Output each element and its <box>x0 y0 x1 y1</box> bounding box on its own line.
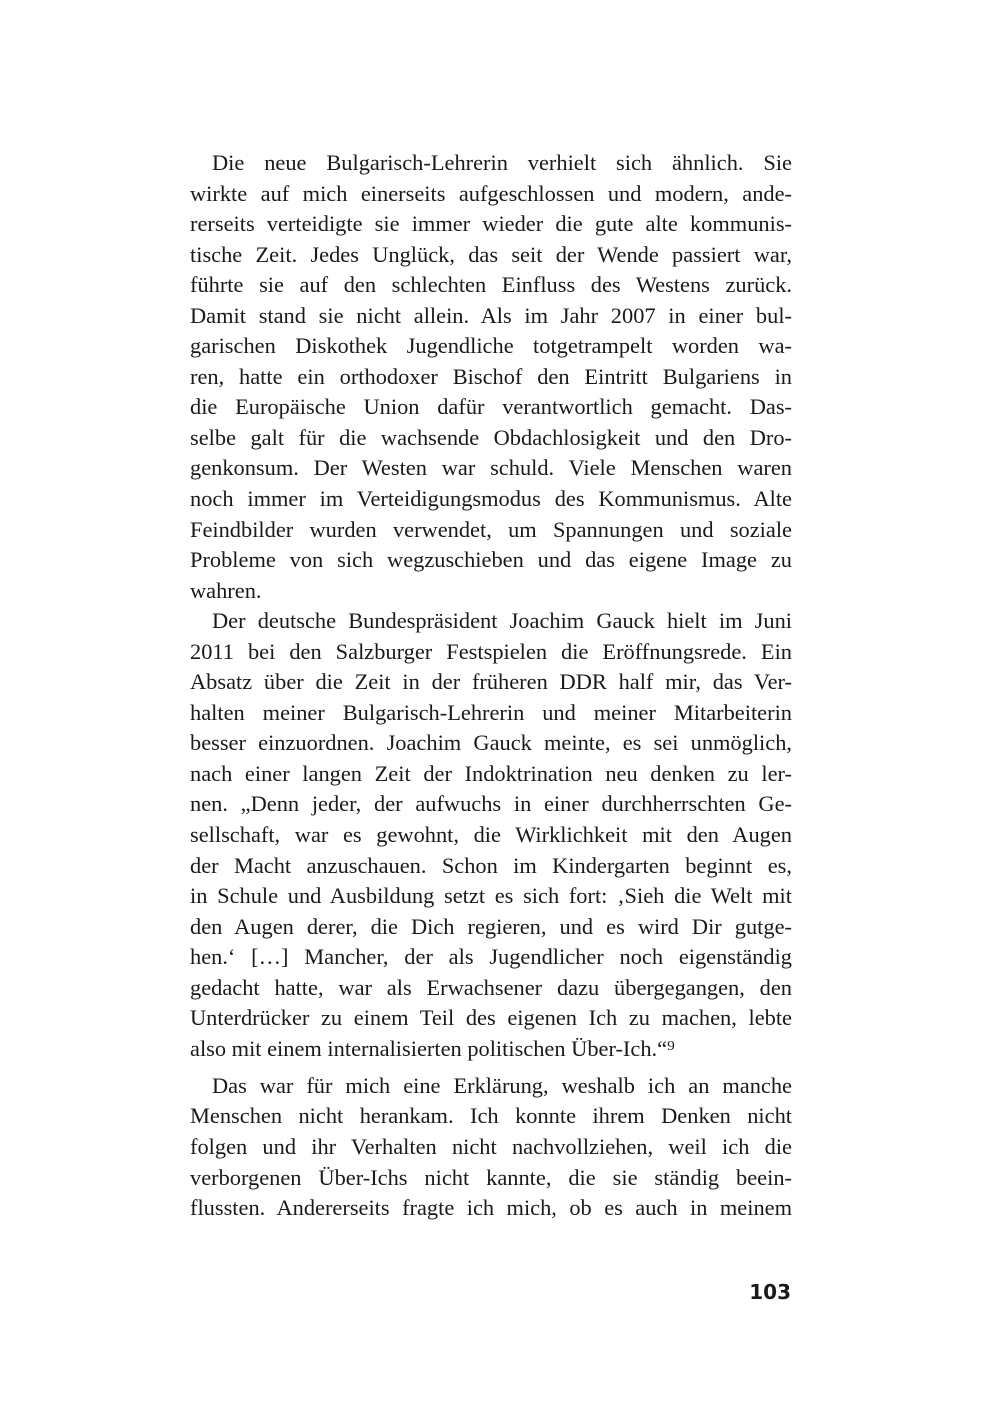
text-line: halten meiner Bulgarisch-Lehrerin und meiner Mitarbeiterin <box>190 699 792 725</box>
text-line: Feindbilder wurden verwendet, um Spannungen und soziale <box>190 516 792 542</box>
text-line: nach einer langen Zeit der Indoktrination neu denken zu ler- <box>190 760 792 786</box>
text-line: nen. „Denn jeder, der aufwuchs in einer durchherrschten Ge- <box>190 791 792 817</box>
text-line: selbe galt für die wachsende Obdachlosigkeit und den Dro- <box>190 424 792 450</box>
text-line: die Europäische Union dafür verantwortlich gemacht. Das- <box>190 394 792 420</box>
text-line: Der deutsche Bundespräsident Joachim Gauck hielt im Juni <box>212 608 792 634</box>
text-line: tische Zeit. Jedes Unglück, das seit der Wende passiert war, <box>190 241 792 267</box>
text-line: wirkte auf mich einerseits aufgeschlossen und modern, ande- <box>190 180 792 206</box>
paragraph-1 <box>190 148 792 606</box>
text-line: Probleme von sich wegzuschieben und das eigene Image zu <box>190 547 792 573</box>
text-line: also mit einem internalisierten politischen Über-Ich.“⁹ <box>190 1035 675 1061</box>
text-line: noch immer im Verteidigungsmodus des Kommunismus. Alte <box>190 486 792 512</box>
text-line: hen.‘ […] Mancher, der als Jugendlicher noch eigenständig <box>190 944 792 970</box>
text-line: Das war für mich eine Erklärung, weshalb ich an manche <box>212 1072 792 1098</box>
body-text <box>190 148 792 1224</box>
paragraph-2 <box>190 606 792 1064</box>
text-line: Menschen nicht herankam. Ich konnte ihrem Denken nicht <box>190 1103 792 1129</box>
page-number: 103 <box>749 1280 791 1304</box>
text-line: Absatz über die Zeit in der früheren DDR half mir, das Ver- <box>190 669 792 695</box>
text-line: der Macht anzuschauen. Schon im Kindergarten beginnt es, <box>190 852 792 878</box>
text-line: folgen und ihr Verhalten nicht nachvollziehen, weil ich die <box>190 1134 792 1159</box>
text-line: Unterdrücker zu einem Teil des eigenen Ich zu machen, lebte <box>190 1005 792 1031</box>
text-line: garischen Diskothek Jugendliche totgetrampelt worden wa- <box>190 333 792 359</box>
text-line: Die neue Bulgarisch-Lehrerin verhielt sich ähnlich. Sie <box>212 150 792 175</box>
text-line: besser einzuordnen. Joachim Gauck meinte, es sei unmöglich, <box>190 730 792 756</box>
text-line: den Augen derer, die Dich regieren, und es wird Dir gutge- <box>190 913 792 939</box>
text-line: genkonsum. Der Westen war schuld. Viele Menschen waren <box>190 455 792 481</box>
text-line: Damit stand sie nicht allein. Als im Jahr 2007 in einer bul- <box>190 302 792 328</box>
paragraph-3 <box>190 1071 792 1224</box>
text-line: rerseits verteidigte sie immer wieder die gute alte kommunis- <box>190 211 792 237</box>
text-line: führte sie auf den schlechten Einfluss des Westens zurück. <box>190 272 792 298</box>
text-line: verborgenen Über-Ichs nicht kannte, die sie ständig beein- <box>190 1164 792 1190</box>
text-line: 2011 bei den Salzburger Festspielen die Eröffnungsrede. Ein <box>190 638 792 664</box>
text-line: sellschaft, war es gewohnt, die Wirklichkeit mit den Augen <box>190 822 792 848</box>
text-line: in Schule und Ausbildung setzt es sich fort: ‚Sieh die Welt mit <box>190 883 792 909</box>
text-line: ren, hatte ein orthodoxer Bischof den Eintritt Bulgariens in <box>190 363 792 389</box>
text-line: flussten. Andererseits fragte ich mich, ob es auch in meinem <box>190 1195 792 1221</box>
text-line: wahren. <box>190 577 262 603</box>
text-line: gedacht hatte, war als Erwachsener dazu übergegangen, den <box>190 974 792 1000</box>
